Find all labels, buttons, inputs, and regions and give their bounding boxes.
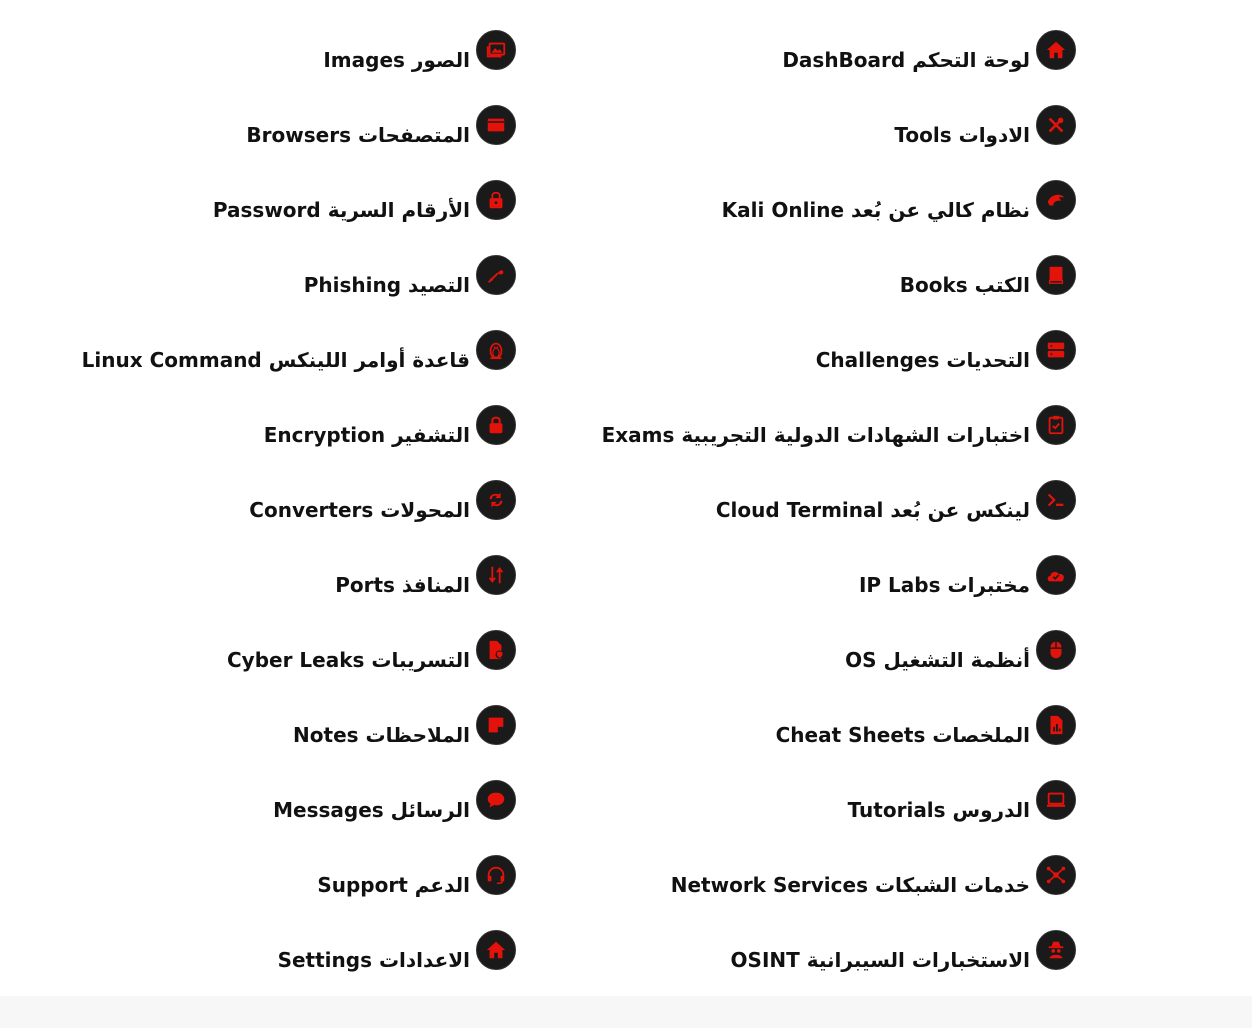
menu-item-label: Network Services خدمات الشبكات [670, 873, 1030, 897]
menu-item-kali[interactable] [560, 180, 1080, 255]
menu-item-ip[interactable] [560, 555, 1080, 630]
menu-item-challenges[interactable] [560, 330, 1080, 405]
book-icon [1036, 255, 1076, 295]
cloud-check-icon [1036, 555, 1076, 595]
menu-item-cheat[interactable] [560, 705, 1080, 780]
sync-icon [476, 480, 516, 520]
file-chart-icon [1036, 705, 1076, 745]
menu-column-right [560, 30, 1080, 1005]
menu-item-tutorials[interactable] [560, 780, 1080, 855]
server-icon [1036, 330, 1076, 370]
menu-item-label: Exams اختبارات الشهادات الدولية التجريبية [601, 423, 1030, 447]
mouse-icon [1036, 630, 1076, 670]
menu-item-label: Cheat Sheets الملخصات [775, 723, 1030, 747]
menu-item-label: OS أنظمة التشغيل [845, 648, 1030, 672]
menu-item-dashboard[interactable] [560, 30, 1080, 105]
menu-item-exams[interactable] [560, 405, 1080, 480]
menu-item-label: Kali Online نظام كالي عن بُعد [721, 198, 1030, 222]
menu-item-label: Support الدعم [317, 873, 470, 897]
chat-bubble-icon [476, 780, 516, 820]
menu-item-label: Tutorials الدروس [847, 798, 1030, 822]
sort-arrows-icon [476, 555, 516, 595]
menu-item-images[interactable] [0, 30, 520, 105]
home-icon [476, 930, 516, 970]
images-icon [476, 30, 516, 70]
menu-item-osint[interactable] [560, 930, 1080, 1005]
kali-dragon-icon [1036, 180, 1076, 220]
menu-item-label: Password الأرقام السرية [212, 198, 470, 222]
menu-item-cloud[interactable] [560, 480, 1080, 555]
tools-icon [1036, 105, 1076, 145]
menu-item-converters[interactable] [0, 480, 520, 555]
menu-item-label: DashBoard لوحة التحكم [782, 48, 1030, 72]
menu-item-label: Notes الملاحظات [293, 723, 470, 747]
menu-item-label: Ports المنافذ [335, 573, 470, 597]
menu-item-phishing[interactable] [0, 255, 520, 330]
menu-item-ports[interactable] [0, 555, 520, 630]
menu-item-label: Books الكتب [899, 273, 1030, 297]
menu-item-label: Challenges التحديات [815, 348, 1030, 372]
menu-item-linux[interactable] [0, 330, 520, 405]
menu-item-label: Linux Command قاعدة أوامر اللينكس [81, 348, 470, 372]
menu-item-label: Images الصور [323, 48, 470, 72]
menu-item-label: Cloud Terminal لينكس عن بُعد [715, 498, 1030, 522]
menu-item-books[interactable] [560, 255, 1080, 330]
menu-item-label: Cyber Leaks التسريبات [226, 648, 470, 672]
menu-item-messages[interactable] [0, 780, 520, 855]
terminal-icon [1036, 480, 1076, 520]
menu-item-label: Phishing التصيد [303, 273, 470, 297]
spy-icon [1036, 930, 1076, 970]
laptop-icon [1036, 780, 1076, 820]
home-icon [1036, 30, 1076, 70]
lock-icon [476, 180, 516, 220]
menu-item-label: Messages الرسائل [273, 798, 470, 822]
browser-window-icon [476, 105, 516, 145]
menu-item-browsers[interactable] [0, 105, 520, 180]
menu-item-label: Encryption التشفير [263, 423, 470, 447]
menu-item-password[interactable] [0, 180, 520, 255]
menu-item-notes[interactable] [0, 705, 520, 780]
sticky-note-icon [476, 705, 516, 745]
menu-item-label: Converters المحولات [249, 498, 470, 522]
menu-item-network[interactable] [560, 855, 1080, 930]
menu-item-label: Browsers المتصفحات [246, 123, 470, 147]
menu-item-support[interactable] [0, 855, 520, 930]
menu-item-settings[interactable] [0, 930, 520, 1005]
lock-closed-icon [476, 405, 516, 445]
menu-column-left [0, 30, 520, 1005]
menu-item-label: Tools الادوات [894, 123, 1030, 147]
menu-item-cyber[interactable] [0, 630, 520, 705]
headset-icon [476, 855, 516, 895]
menu-item-tools[interactable] [560, 105, 1080, 180]
menu-item-os[interactable] [560, 630, 1080, 705]
clipboard-check-icon [1036, 405, 1076, 445]
menu-item-label: IP Labs مختبرات [858, 573, 1030, 597]
menu-item-label: OSINT الاستخبارات السيبرانية [730, 948, 1030, 972]
menu-item-label: Settings الاعدادات [277, 948, 470, 972]
linux-tux-icon [476, 330, 516, 370]
menu-item-encryption[interactable] [0, 405, 520, 480]
file-shield-icon [476, 630, 516, 670]
fishing-icon [476, 255, 516, 295]
network-icon [1036, 855, 1076, 895]
